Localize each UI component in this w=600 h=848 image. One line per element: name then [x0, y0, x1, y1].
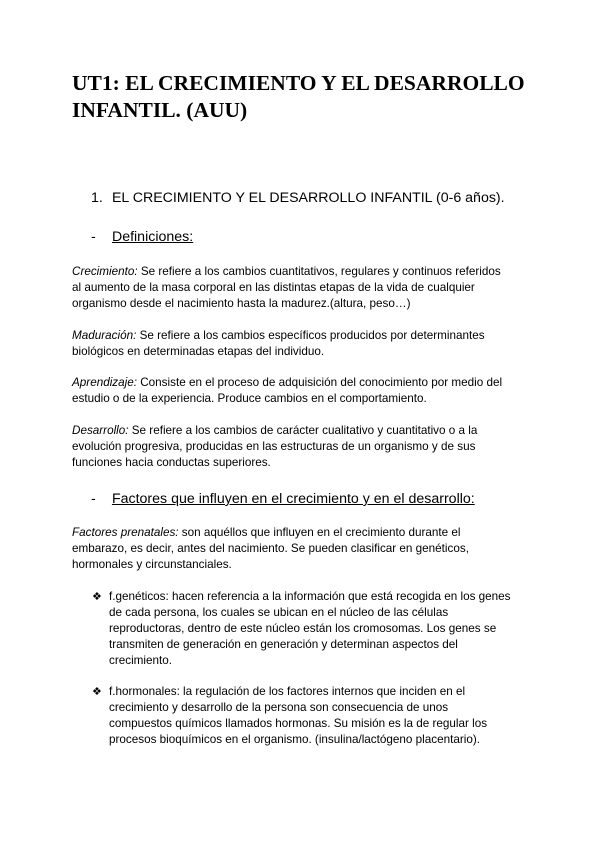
definition-term: Factores prenatales: [72, 526, 179, 539]
definition-text: embarazo, es decir, antes del nacimiento. Se pueden clasificar en genéticos, [72, 542, 469, 555]
definition-text: organismo desde el nacimiento hasta la madurez.(altura, peso…) [72, 297, 411, 310]
subsection-label: Factores que influyen en el crecimiento y en el desarrollo: [111, 491, 475, 507]
definition-aprendizaje [72, 375, 532, 407]
definition-text: hormonales y circunstanciales. [72, 558, 232, 571]
page-title-line: INFANTIL. (AUU) [72, 98, 248, 122]
diamond-bullet-icon: ❖ [92, 591, 102, 603]
list-item-text: procesos bioquímicos en el organismo. (insulina/lactógeno placentario). [109, 733, 480, 746]
section-text: EL CRECIMIENTO Y EL DESARROLLO INFANTIL (0-6 años). [111, 190, 505, 206]
definition-text: biológicos en determinadas etapas del individuo. [72, 345, 325, 358]
section-number: 1. [91, 190, 103, 206]
list-item-text: crecimiento y desarrollo de la persona son consecuencia de unos [109, 701, 449, 714]
list-item-text: de cada persona, los cuales se ubican en el núcleo de las células [109, 606, 449, 619]
page-title-line: UT1: EL CRECIMIENTO Y EL DESARROLLO [72, 71, 525, 95]
list-item-text: compuestos químicos llamados hormonas. Su misión es la de regular los [109, 717, 488, 730]
definition-text: Se refiere a los cambios de carácter cualitativo y cuantitativo o a la [128, 424, 478, 437]
page-title [72, 70, 542, 124]
list-item-text: transmiten de generación en generación y determinan aspectos del [109, 638, 458, 651]
definition-term: Maduración: [72, 329, 137, 342]
definition-term: Aprendizaje: [72, 376, 137, 389]
list-item-body [109, 589, 511, 669]
diamond-bullet-icon: ❖ [92, 686, 102, 698]
section-heading [91, 189, 505, 207]
subsection-definiciones [91, 228, 193, 246]
definition-term: Crecimiento: [72, 265, 138, 278]
definition-text: Se refiere a los cambios específicos producidos por determinantes [136, 329, 485, 342]
list-item-text: crecimiento. [109, 654, 173, 667]
definition-text: al aumento de la masa corporal en las distintas etapas de la vida de cualquier [72, 281, 475, 294]
factores-prenatales [72, 525, 532, 573]
definition-crecimiento [72, 264, 532, 312]
definition-text: Se refiere a los cambios cuantitativos, regulares y continuos referidos [137, 265, 501, 278]
subsection-label: Definiciones: [111, 229, 194, 245]
definition-text: son aquéllos que influyen en el crecimiento durante el [178, 526, 461, 539]
definition-text: funciones hacia conductas superiores. [72, 456, 271, 469]
subsection-factores [91, 490, 475, 508]
definition-term: Desarrollo: [72, 424, 129, 437]
definition-text: Consiste en el proceso de adquisición del conocimiento por medio del [136, 376, 503, 389]
subsection-dash: - [91, 491, 96, 507]
definition-text: estudio o de la experiencia. Produce cambios en el comportamiento. [72, 392, 427, 405]
definition-desarrollo [72, 423, 532, 471]
list-item-text: f.hormonales: la regulación de los factores internos que inciden en el [109, 685, 466, 698]
list-item-text: reproductoras, dentro de este núcleo están los cromosomas. Los genes se [109, 622, 497, 635]
definition-maduracion [72, 328, 532, 360]
list-item-text: f.genéticos: hacen referencia a la información que está recogida en los genes [109, 590, 511, 603]
definition-text: evolución progresiva, producidas en las estructuras de un organismo y de sus [72, 440, 476, 453]
list-item-body [109, 684, 487, 748]
subsection-dash: - [91, 229, 96, 245]
